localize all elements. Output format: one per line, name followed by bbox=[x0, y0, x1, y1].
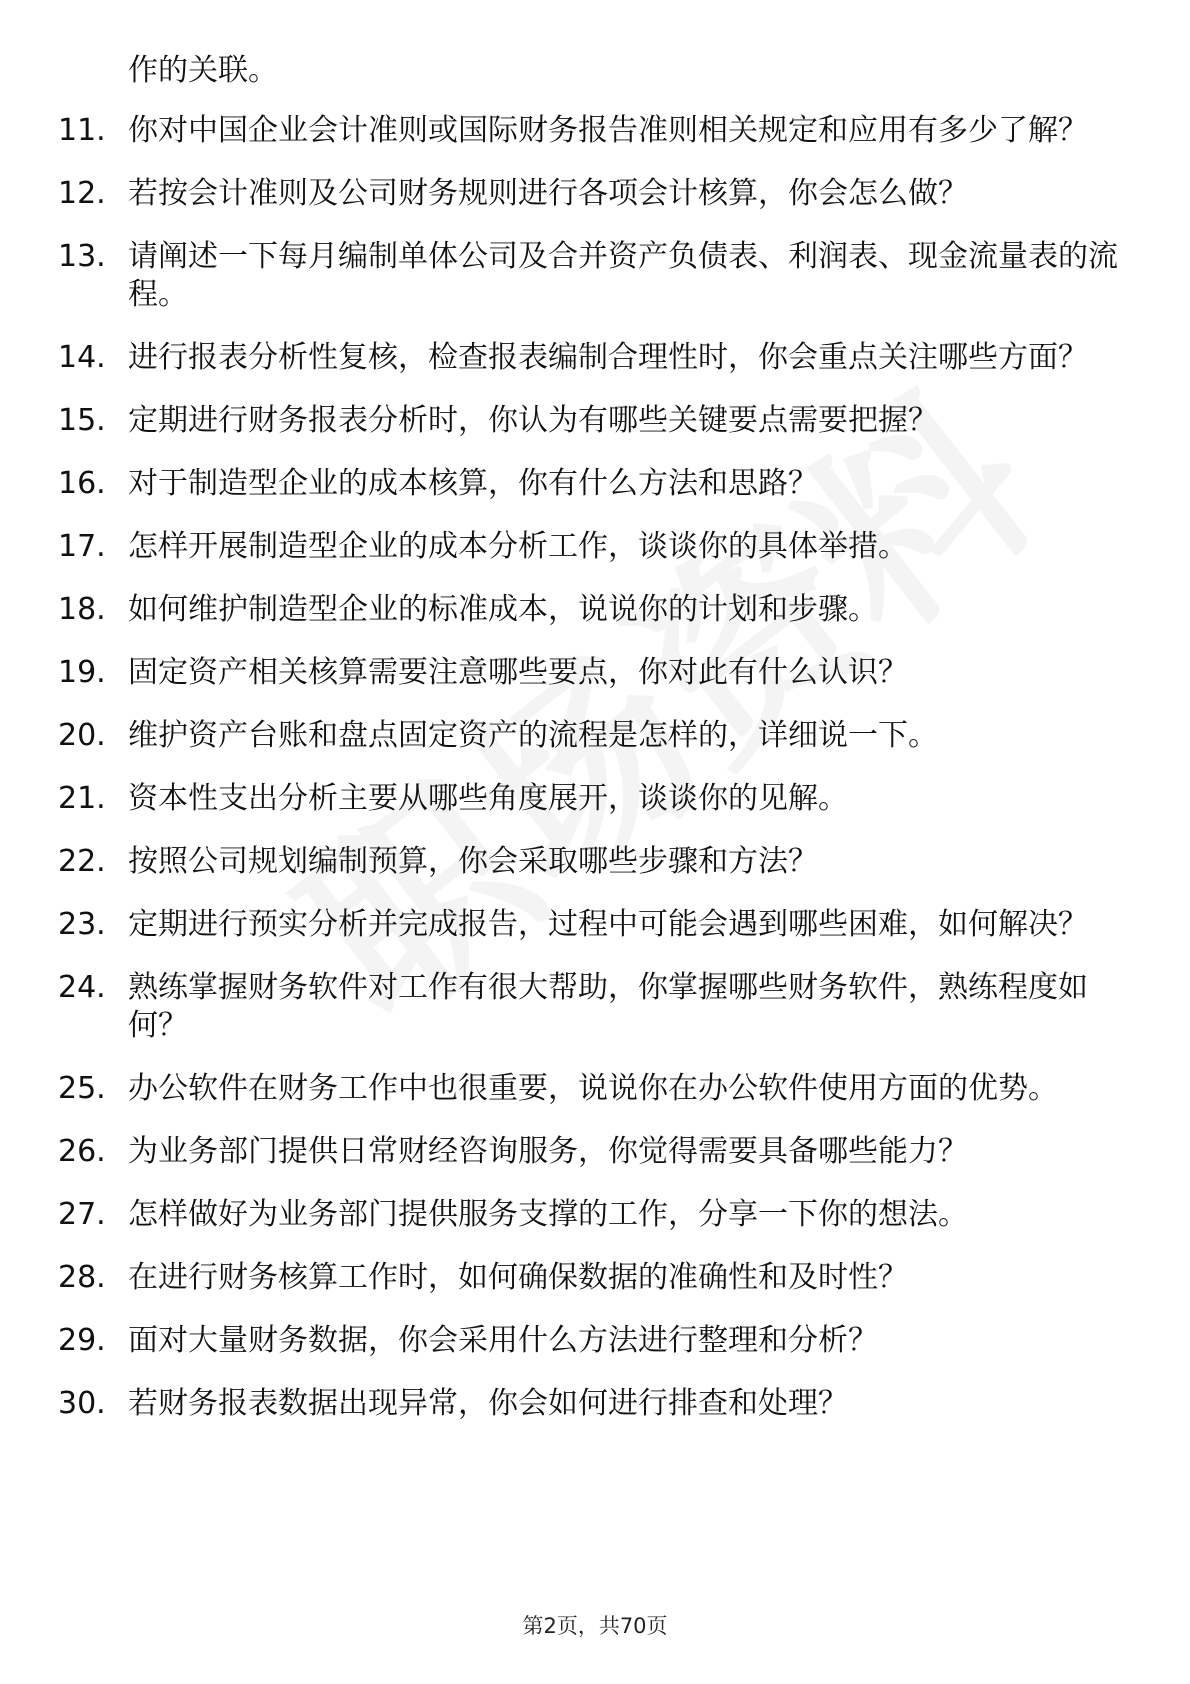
question-text: 按照公司规划编制预算，你会采取哪些步骤和方法？ bbox=[128, 844, 818, 879]
question-text: 怎样做好为业务部门提供服务支撑的工作，分享一下你的想法。 bbox=[128, 1197, 968, 1232]
page-footer: 第2页，共70页 bbox=[522, 1614, 668, 1638]
question-number: 13. bbox=[58, 239, 106, 274]
question-number: 16. bbox=[58, 466, 106, 501]
question-item bbox=[58, 1133, 1130, 1171]
question-number: 20. bbox=[58, 718, 106, 753]
question-text: 定期进行预实分析并完成报告，过程中可能会遇到哪些困难，如何解决？ bbox=[128, 907, 1088, 942]
question-text: 在进行财务核算工作时，如何确保数据的准确性和及时性？ bbox=[128, 1260, 908, 1295]
question-item bbox=[58, 1385, 1130, 1423]
question-item bbox=[58, 717, 1130, 755]
question-text: 资本性支出分析主要从哪些角度展开，谈谈你的见解。 bbox=[128, 781, 848, 816]
question-number: 21. bbox=[58, 781, 106, 816]
question-item bbox=[58, 238, 1130, 314]
question-number: 30. bbox=[58, 1386, 106, 1421]
question-text: 你对中国企业会计准则或国际财务报告准则相关规定和应用有多少了解？ bbox=[128, 113, 1088, 148]
question-item bbox=[58, 654, 1130, 692]
question-number: 11. bbox=[58, 113, 106, 148]
question-text: 对于制造型企业的成本核算，你有什么方法和思路？ bbox=[128, 466, 818, 501]
question-text: 办公软件在财务工作中也很重要，说说你在办公软件使用方面的优势。 bbox=[128, 1071, 1058, 1106]
question-number: 24. bbox=[58, 970, 106, 1005]
continuation-text: 作的关联。 bbox=[128, 53, 278, 88]
question-text: 进行报表分析性复核，检查报表编制合理性时，你会重点关注哪些方面？ bbox=[128, 340, 1088, 375]
question-number: 15. bbox=[58, 403, 106, 438]
question-number: 19. bbox=[58, 655, 106, 690]
question-number: 25. bbox=[58, 1071, 106, 1106]
question-number: 27. bbox=[58, 1197, 106, 1232]
question-text: 熟练掌握财务软件对工作有很大帮助，你掌握哪些财务软件，熟练程度如何？ bbox=[128, 970, 1088, 1043]
question-item bbox=[58, 969, 1130, 1045]
question-text: 固定资产相关核算需要注意哪些要点，你对此有什么认识？ bbox=[128, 655, 908, 690]
question-number: 29. bbox=[58, 1323, 106, 1358]
question-list bbox=[58, 112, 1130, 1448]
question-number: 17. bbox=[58, 529, 106, 564]
question-number: 26. bbox=[58, 1134, 106, 1169]
question-number: 22. bbox=[58, 844, 106, 879]
question-item bbox=[58, 1070, 1130, 1108]
question-number: 12. bbox=[58, 176, 106, 211]
question-item bbox=[58, 1322, 1130, 1360]
question-item bbox=[58, 175, 1130, 213]
question-item bbox=[58, 780, 1130, 818]
question-number: 23. bbox=[58, 907, 106, 942]
question-item bbox=[58, 843, 1130, 881]
question-text: 若财务报表数据出现异常，你会如何进行排查和处理？ bbox=[128, 1386, 848, 1421]
question-item bbox=[58, 528, 1130, 566]
question-text: 定期进行财务报表分析时，你认为有哪些关键要点需要把握？ bbox=[128, 403, 938, 438]
question-item bbox=[58, 112, 1130, 150]
question-item bbox=[58, 1196, 1130, 1234]
question-item bbox=[58, 465, 1130, 503]
question-text: 为业务部门提供日常财经咨询服务，你觉得需要具备哪些能力？ bbox=[128, 1134, 968, 1169]
question-item bbox=[58, 339, 1130, 377]
question-item bbox=[58, 591, 1130, 629]
question-text: 怎样开展制造型企业的成本分析工作，谈谈你的具体举措。 bbox=[128, 529, 908, 564]
question-item bbox=[58, 402, 1130, 440]
question-text: 如何维护制造型企业的标准成本，说说你的计划和步骤。 bbox=[128, 592, 878, 627]
question-text: 请阐述一下每月编制单体公司及合并资产负债表、利润表、现金流量表的流程。 bbox=[128, 239, 1118, 312]
question-text: 若按会计准则及公司财务规则进行各项会计核算，你会怎么做？ bbox=[128, 176, 968, 211]
question-text: 面对大量财务数据，你会采用什么方法进行整理和分析？ bbox=[128, 1323, 878, 1358]
question-number: 14. bbox=[58, 340, 106, 375]
question-number: 28. bbox=[58, 1260, 106, 1295]
question-item bbox=[58, 906, 1130, 944]
question-item bbox=[58, 1259, 1130, 1297]
question-text: 维护资产台账和盘点固定资产的流程是怎样的，详细说一下。 bbox=[128, 718, 938, 753]
question-number: 18. bbox=[58, 592, 106, 627]
